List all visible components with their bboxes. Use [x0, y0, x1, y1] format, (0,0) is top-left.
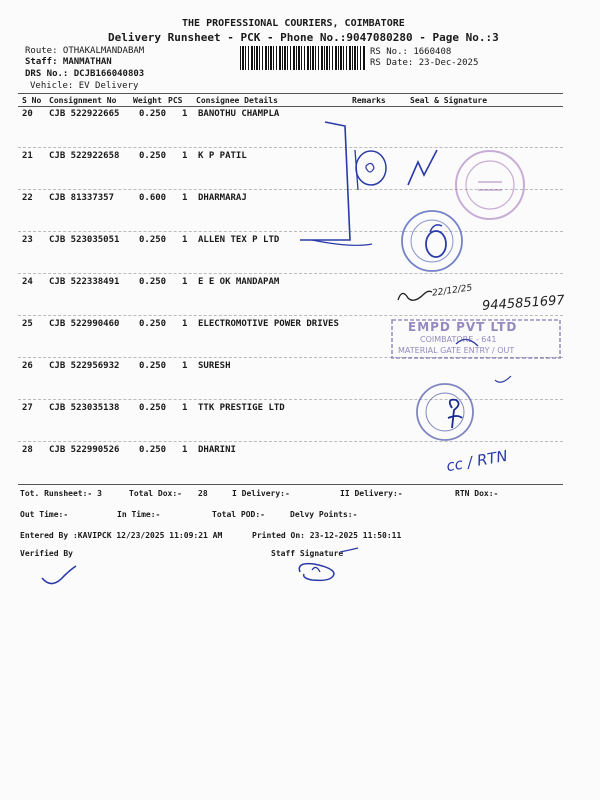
cell-pcs: 1	[182, 193, 188, 203]
cell-consignee: DHARMARAJ	[198, 193, 247, 203]
cell-pcs: 1	[182, 277, 188, 287]
entered-by: Entered By :KAVIPCK 12/23/2025 11:09:21 AM	[20, 531, 223, 540]
cell-sno: 25	[22, 319, 33, 329]
rtn-dox: RTN Dox:-	[455, 489, 499, 498]
handwritten-phone: 9445851697	[481, 293, 566, 314]
cell-pcs: 1	[182, 109, 188, 119]
cell-weight: 0.250	[139, 235, 167, 245]
col-consignee: Consignee Details	[196, 96, 278, 105]
total-pod: Total POD:-	[212, 510, 265, 519]
cell-sno: 27	[22, 403, 33, 413]
cell-sno: 20	[22, 109, 33, 119]
circled-mark	[356, 151, 386, 185]
cell-pcs: 1	[182, 361, 188, 371]
cell-weight: 0.250	[139, 445, 167, 455]
cell-consignment: CJB 523035051	[49, 235, 120, 245]
cell-pcs: 1	[182, 235, 188, 245]
printed-on: Printed On: 23-12-2025 11:50:11	[252, 531, 402, 540]
round-stamp-3	[417, 384, 473, 440]
rs-date: RS Date: 23-Dec-2025	[370, 58, 479, 68]
col-consignment: Consignment No	[49, 96, 117, 105]
cell-consignment: CJB 81337357	[49, 193, 115, 203]
cell-consignee: ELECTROMOTIVE POWER DRIVES	[198, 319, 339, 329]
cell-consignment: CJB 522922665	[49, 109, 120, 119]
staff-signature-label: Staff Signature	[271, 549, 344, 558]
tot-runsheet: Tot. Runsheet:- 3	[20, 489, 102, 498]
col-weight: Weight	[133, 96, 162, 105]
total-dox-label: Total Dox:-	[129, 489, 182, 498]
rs-number: RS No.: 1660408	[370, 47, 452, 57]
cell-sno: 28	[22, 445, 33, 455]
cell-sno: 21	[22, 151, 33, 161]
cell-consignee: BANOTHU CHAMPLA	[198, 109, 280, 119]
ii-delivery: II Delivery:-	[340, 489, 403, 498]
cell-consignee: E E OK MANDAPAM	[198, 277, 280, 287]
col-remarks: Remarks	[352, 96, 386, 105]
cell-weight: 0.250	[139, 403, 167, 413]
i-delivery: I Delivery:-	[232, 489, 290, 498]
out-time: Out Time:-	[20, 510, 69, 519]
handwritten-date: 22/12/25	[431, 283, 473, 299]
cell-pcs: 1	[182, 403, 188, 413]
cell-weight: 0.250	[139, 319, 167, 329]
empd-stamp-line1: EMPD PVT LTD	[408, 320, 518, 334]
company-title: THE PROFESSIONAL COURIERS, COIMBATORE	[182, 18, 405, 29]
cell-weight: 0.250	[139, 361, 167, 371]
ink-tick	[408, 150, 437, 185]
cell-sno: 23	[22, 235, 33, 245]
col-seal: Seal & Signature	[410, 96, 488, 105]
runsheet-subtitle: Delivery Runsheet - PCK - Phone No.:9047080280 - Page No.:3	[108, 31, 499, 44]
staff: Staff: MANMATHAN	[25, 57, 112, 67]
signature-row24	[398, 291, 432, 300]
cell-consignment: CJB 522956932	[49, 361, 120, 371]
round-stamp-2	[402, 211, 462, 271]
cell-sno: 22	[22, 193, 33, 203]
empd-stamp-line3: MATERIAL GATE ENTRY / OUT	[398, 346, 515, 355]
cell-consignment: CJB 522990460	[49, 319, 120, 329]
cell-consignment: CJB 522338491	[49, 277, 120, 287]
cell-pcs: 1	[182, 151, 188, 161]
cell-weight: 0.250	[139, 277, 167, 287]
cell-weight: 0.600	[139, 193, 167, 203]
cell-consignment: CJB 522922658	[49, 151, 120, 161]
cell-consignee: ALLEN TEX P LTD	[198, 235, 280, 245]
empd-stamp-line2: COIMBATORE - 641	[420, 335, 497, 344]
verified-by: Verified By	[20, 549, 73, 558]
round-stamp-1	[456, 151, 524, 219]
delvy-points: Delvy Points:-	[290, 510, 358, 519]
handwritten-rtn: cc / RTN	[444, 446, 509, 476]
cell-pcs: 1	[182, 445, 188, 455]
cell-consignee: SURESH	[198, 361, 231, 371]
cell-sno: 26	[22, 361, 33, 371]
route: Route: OTHAKALMANDABAM	[25, 46, 145, 56]
vehicle: Vehicle: EV Delivery	[30, 81, 139, 91]
cell-consignment: CJB 523035138	[49, 403, 120, 413]
drs-number: DRS No.: DCJB166040803	[25, 69, 145, 79]
col-sno: S No	[22, 96, 42, 105]
cell-consignee: K P PATIL	[198, 151, 247, 161]
cell-consignment: CJB 522990526	[49, 445, 120, 455]
cell-weight: 0.250	[139, 109, 167, 119]
cell-consignee: TTK PRESTIGE LTD	[198, 403, 285, 413]
cell-sno: 24	[22, 277, 33, 287]
cell-consignee: DHARINI	[198, 445, 236, 455]
ink-bracket	[300, 122, 350, 240]
in-time: In Time:-	[117, 510, 161, 519]
col-pcs: PCS	[168, 96, 183, 105]
verified-check	[42, 566, 76, 584]
total-dox-value: 28	[198, 489, 208, 498]
staff-signature-scribble	[299, 564, 334, 581]
cell-pcs: 1	[182, 319, 188, 329]
cell-weight: 0.250	[139, 151, 167, 161]
